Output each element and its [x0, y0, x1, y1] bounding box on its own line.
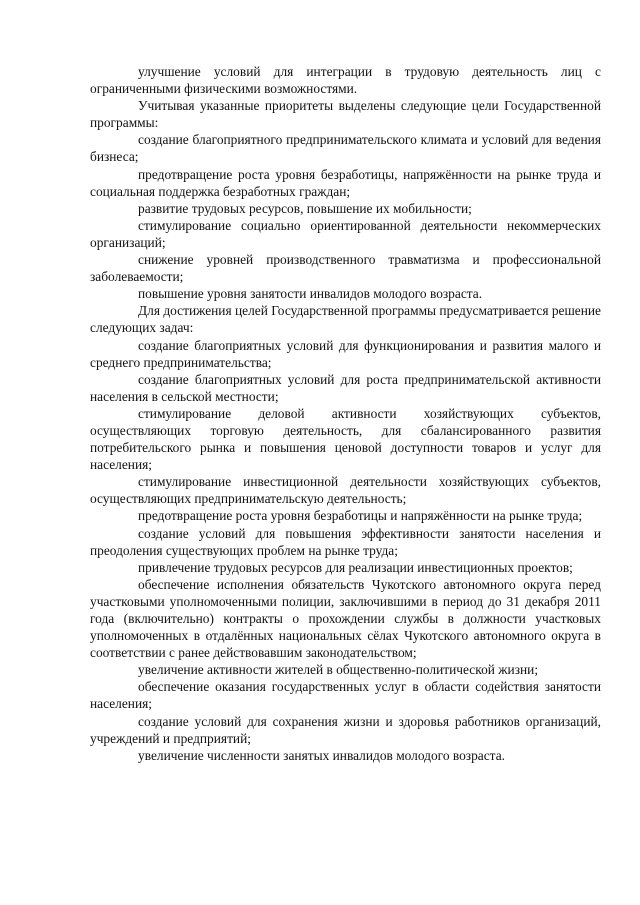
- paragraph-task-trade-activity: стимулирование деловой активности хозяйствующих субъектов, осуществляющих торговую деятельность, для сбалансированного развития потребительского рынка и повышения ценовой доступности товаров и услуг для населения;: [90, 405, 601, 473]
- document-page: [90, 63, 601, 764]
- paragraph-task-small-business: создание благоприятных условий для функционирования и развития малого и среднего предпринимательства;: [90, 337, 601, 370]
- paragraph-task-investment: стимулирование инвестиционной деятельности хозяйствующих субъектов, осуществляющих предпринимательскую деятельность;: [90, 474, 601, 507]
- paragraph-goal-unemployment: предотвращение роста уровня безработицы, напряжённости на рынке труда и социальная поддержка безработных граждан;: [90, 166, 601, 199]
- paragraph-task-employment-efficiency: создание условий для повышения эффективности занятости населения и преодоления существующих проблем на рынке труда;: [90, 525, 601, 558]
- paragraph-task-labor-attraction: привлечение трудовых ресурсов для реализации инвестиционных проектов;: [138, 559, 573, 575]
- paragraph-task-unemployment: предотвращение роста уровня безработицы и напряжённости на рынке труда;: [138, 508, 583, 524]
- paragraph-goals-intro: Учитывая указанные приоритеты выделены следующие цели Государственной программы:: [90, 98, 601, 131]
- paragraph-task-police-obligations: обеспечение исполнения обязательств Чукотского автономного округа перед участковыми уполномоченными полиции, заключившими в период до 31 декабря 2011 года (включительно) контракты о прохождении службы в должности участковых уполномоченных в отдалённых национальных сёлах Чукотского автономного округа в соответствии с ранее действовавшим законодательством;: [90, 576, 601, 661]
- paragraph-goal-disabled-employment: повышение уровня занятости инвалидов молодого возраста.: [138, 286, 483, 302]
- paragraph-task-rural-entrepreneurship: создание благоприятных условий для роста предпринимательской активности населения в сельской местности;: [90, 371, 601, 404]
- paragraph-integration-conditions: улучшение условий для интеграции в трудовую деятельность лиц с ограниченными физическими возможностями.: [90, 64, 601, 97]
- paragraph-goal-labor-resources: развитие трудовых ресурсов, повышение их мобильности;: [138, 200, 472, 216]
- paragraph-goal-nonprofit: стимулирование социально ориентированной деятельности некоммерческих организаций;: [90, 217, 601, 250]
- paragraph-task-disabled-employment: увеличение численности занятых инвалидов молодого возраста.: [138, 747, 505, 763]
- paragraph-task-public-services: обеспечение оказания государственных услуг в области содействия занятости населения;: [90, 679, 601, 712]
- paragraph-tasks-intro: Для достижения целей Государственной программы предусматривается решение следующих задач:: [90, 303, 602, 336]
- paragraph-goal-business-climate: создание благоприятного предпринимательского климата и условий для ведения бизнеса;: [90, 132, 601, 165]
- paragraph-task-worker-safety: создание условий для сохранения жизни и здоровья работников организаций, учреждений и предприятий;: [90, 713, 601, 746]
- paragraph-task-civic-activity: увеличение активности жителей в общественно-политической жизни;: [138, 662, 539, 678]
- paragraph-goal-injury-reduction: снижение уровней производственного травматизма и профессиональной заболеваемости;: [90, 252, 601, 285]
